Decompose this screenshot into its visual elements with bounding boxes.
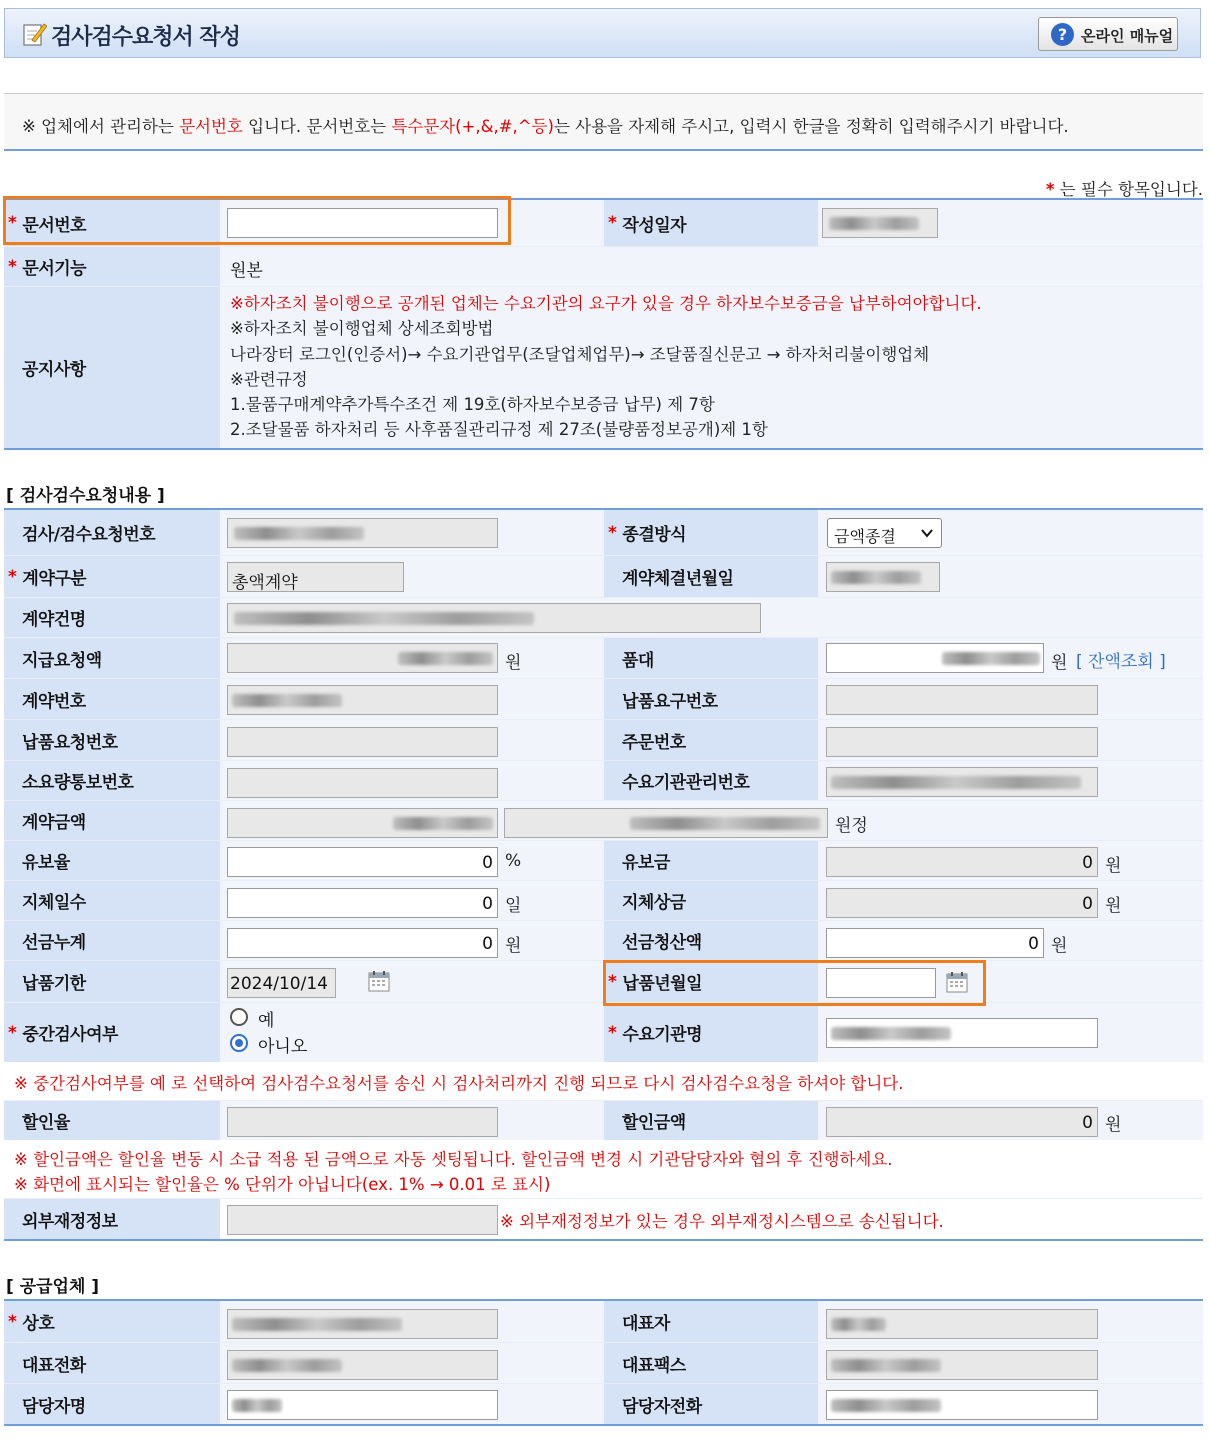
delay-days-label: 지체일수 — [4, 881, 220, 920]
retention-rate-unit: % — [505, 851, 522, 871]
row-contract-amount — [4, 800, 1203, 840]
midcheck-yes-radio[interactable] — [230, 1008, 248, 1026]
pencil-note-icon — [23, 21, 47, 47]
advance-total-label: 선금누계 — [4, 921, 220, 960]
request-no-field — [227, 518, 498, 548]
deadline-label: 납품기한 — [4, 961, 220, 1002]
deadline-field: 2024/10/14 — [227, 968, 336, 998]
delivery-request-no-label: 납품요청번호 — [4, 720, 220, 760]
row-pay-amount — [4, 637, 1203, 678]
advance-settle-label: 선금청산액 — [604, 921, 818, 960]
manager-cell — [220, 1384, 604, 1424]
ceo-label: 대표자 — [604, 1301, 818, 1342]
request-no-label: 검사/검수요청번호 — [4, 510, 220, 555]
discount-amount-field: 0 — [826, 1107, 1098, 1137]
discount-rate-label: 할인율 — [4, 1101, 220, 1140]
request-section-title: [ 검사검수요청내용 ] — [6, 486, 165, 506]
discount-warning-row — [4, 1140, 1203, 1198]
midcheck-warning: ※ 중간검사여부를 예 로 선택하여 검사검수요청서를 송신 시 검사처리까지 진행 되므로 다시 검사검수요청을 하셔야 합니다. — [14, 1074, 904, 1093]
contract-amount-cell — [220, 801, 1203, 840]
retention-amount-field: 0 — [826, 847, 1098, 877]
notice-part-2: 입니다. 문서번호는 — [242, 117, 392, 136]
demand-notice-no-field — [227, 768, 498, 798]
help-icon: ? — [1051, 23, 1074, 46]
required-legend — [1046, 176, 1203, 200]
row-request-no — [4, 510, 1203, 555]
contract-amount-field — [227, 808, 498, 838]
advance-total-unit: 원 — [505, 936, 522, 956]
retention-amount-cell — [818, 841, 1203, 880]
announcement-lines — [230, 291, 982, 443]
retention-amount-label: 유보금 — [604, 841, 818, 880]
fax-cell — [818, 1343, 1203, 1383]
balance-inquiry-link[interactable]: [ 잔액조회 ] — [1076, 652, 1166, 672]
company-field — [227, 1309, 498, 1339]
external-finance-note: ※ 외부재정정보가 있는 경우 외부재정시스템으로 송신됩니다. — [500, 1212, 944, 1231]
created-date-field — [822, 208, 938, 238]
row-manager — [4, 1383, 1203, 1424]
row-retention — [4, 840, 1203, 880]
phone-field — [227, 1350, 498, 1380]
calendar-icon[interactable] — [368, 970, 390, 992]
contract-no-cell — [220, 679, 604, 719]
manager-label: 담당자명 — [4, 1384, 220, 1424]
pay-amount-cell — [220, 638, 604, 678]
agency-name-input[interactable] — [826, 1018, 1098, 1048]
request-grid — [4, 508, 1203, 1241]
row-discount — [4, 1100, 1203, 1140]
row-advance — [4, 920, 1203, 960]
advance-total-input[interactable]: 0 — [227, 928, 498, 958]
row-contract-type — [4, 555, 1203, 597]
midcheck-no-label: 아니오 — [258, 1037, 308, 1057]
contract-type-cell — [220, 556, 604, 597]
document-number-notice — [4, 93, 1203, 151]
discount-amount-label: 할인금액 — [604, 1101, 818, 1140]
discount-rate-field — [227, 1107, 498, 1137]
contract-date-cell — [818, 556, 1203, 597]
midcheck-warning-row — [4, 1062, 1203, 1100]
delivery-date-highlight — [603, 960, 986, 1006]
contract-amount-label: 계약금액 — [4, 801, 220, 840]
agency-mgmt-no-label: 수요기관관리번호 — [604, 761, 818, 800]
pay-amount-label: 지급요청액 — [4, 638, 220, 678]
required-star: * — [1045, 180, 1055, 199]
manager-phone-cell — [818, 1384, 1203, 1424]
delay-days-unit: 일 — [505, 896, 522, 916]
goods-price-label: 품대 — [604, 638, 818, 678]
page-title: 검사검수요청서 작성 — [51, 25, 240, 50]
advance-settle-cell — [818, 921, 1203, 960]
delivery-request-no-cell — [220, 720, 604, 760]
contract-amount-korean-field — [504, 808, 828, 838]
delay-penalty-label: 지체상금 — [604, 881, 818, 920]
announcement-line: 2.조달물품 하자처리 등 사후품질관리규정 제 27조(불량품정보공개)제 1항 — [230, 420, 768, 440]
row-demand-notice-no — [4, 760, 1203, 800]
delivery-req-no-field — [826, 685, 1098, 715]
ceo-cell — [818, 1301, 1203, 1342]
phone-label: 대표전화 — [4, 1343, 220, 1383]
settle-method-select[interactable]: 금액종결 — [827, 518, 942, 548]
contract-no-field — [227, 685, 498, 715]
midcheck-yes-label: 예 — [258, 1011, 275, 1031]
delay-penalty-cell — [818, 881, 1203, 920]
contract-date-field — [826, 562, 940, 592]
delay-days-input[interactable]: 0 — [227, 888, 498, 918]
created-date-label: * 작성일자 — [604, 200, 818, 246]
contract-name-cell — [220, 598, 1203, 637]
announcement-line: ※하자조치 불이행으로 공개된 업체는 수요기관의 요구가 있을 경우 하자보수보증금을 납부하여야합니다. — [230, 294, 982, 313]
contract-type-label: * 계약구분 — [4, 556, 220, 597]
doc-no-label: * 문서번호 — [4, 200, 220, 246]
request-no-cell — [220, 510, 604, 555]
announcement-line: ※관련규정 — [230, 369, 308, 389]
goods-price-unit: 원 — [1051, 653, 1068, 673]
announcement-line: ※하자조치 불이행업체 상세조회방법 — [230, 319, 494, 339]
external-finance-field — [227, 1205, 498, 1235]
goods-price-cell — [818, 638, 1203, 678]
notice-highlight-1: 문서번호 — [179, 117, 243, 136]
discount-warning: ※ 할인금액은 할인율 변동 시 소급 적용 된 금액으로 자동 셋팅됩니다. 할인금액 변경 시 기관담당자와 협의 후 진행하세요. — [14, 1150, 893, 1169]
demand-notice-no-label: 소요량통보번호 — [4, 761, 220, 800]
fax-field — [826, 1350, 1098, 1380]
notice-text — [22, 113, 1069, 137]
required-legend-text: 는 필수 항목입니다. — [1059, 180, 1203, 199]
advance-settle-unit: 원 — [1051, 936, 1068, 956]
doc-function-value: 원본 — [230, 261, 263, 281]
row-external-finance — [4, 1198, 1203, 1239]
company-cell — [220, 1301, 604, 1342]
retention-rate-cell — [220, 841, 604, 880]
contract-name-field — [227, 603, 761, 633]
announcement-label: 공지사항 — [4, 287, 220, 448]
online-manual-label: 온라인 매뉴얼 — [1081, 27, 1174, 45]
external-finance-cell — [220, 1199, 1203, 1239]
discount-amount-unit: 원 — [1105, 1115, 1122, 1135]
delivery-req-no-cell — [818, 679, 1203, 719]
retention-rate-input[interactable]: 0 — [227, 847, 498, 877]
midcheck-cell — [220, 1003, 604, 1062]
row-announcement — [4, 286, 1203, 448]
manager-input[interactable] — [227, 1390, 498, 1420]
pay-amount-field — [227, 643, 498, 673]
ceo-field — [826, 1309, 1098, 1339]
delay-penalty-unit: 원 — [1105, 896, 1122, 916]
announcement-line: 나라장터 로그인(인증서)→ 수요기관업무(조달업체업무)→ 조달품질신문고 → 하자처리불이행업체 — [230, 344, 930, 364]
midcheck-label: * 중간검사여부 — [4, 1003, 220, 1062]
manager-phone-input[interactable] — [826, 1390, 1098, 1420]
chevron-down-icon — [919, 525, 935, 541]
agency-name-cell — [818, 1003, 1203, 1062]
order-no-cell — [818, 720, 1203, 760]
manager-phone-label: 담당자전화 — [604, 1384, 818, 1424]
doc-no-highlight — [3, 196, 511, 245]
agency-mgmt-no-cell — [818, 761, 1203, 800]
external-finance-label: 외부재정정보 — [4, 1199, 220, 1239]
pay-amount-unit: 원 — [505, 653, 522, 673]
supplier-grid — [4, 1299, 1203, 1426]
row-company — [4, 1301, 1203, 1342]
discount-rate-cell — [220, 1101, 604, 1140]
row-doc-function — [4, 246, 1203, 286]
discount-amount-cell — [818, 1101, 1203, 1140]
delivery-req-no-label: 납품요구번호 — [604, 679, 818, 719]
order-no-field — [826, 727, 1098, 757]
doc-function-label: * 문서기능 — [4, 247, 220, 286]
midcheck-no-radio[interactable] — [230, 1034, 248, 1052]
doc-function-cell — [220, 247, 1203, 286]
supplier-section-title: [ 공급업체 ] — [6, 1277, 100, 1297]
notice-part-1: ※ 업체에서 관리하는 — [22, 117, 180, 136]
contract-date-label: 계약체결년월일 — [604, 556, 818, 597]
notice-part-3: 는 사용을 자제해 주시고, 입력시 한글을 정확히 입력해주시기 바랍니다. — [554, 117, 1069, 136]
row-phone — [4, 1342, 1203, 1383]
settle-method-cell — [818, 510, 1203, 555]
delay-days-cell — [220, 881, 604, 920]
order-no-label: 주문번호 — [604, 720, 818, 760]
phone-cell — [220, 1343, 604, 1383]
retention-rate-label: 유보율 — [4, 841, 220, 880]
row-delivery-request-no — [4, 719, 1203, 760]
contract-amount-unit: 원정 — [835, 816, 868, 836]
agency-mgmt-no-field — [826, 767, 1098, 797]
settle-method-label: * 종결방식 — [604, 510, 818, 555]
created-date-cell — [818, 200, 1203, 246]
contract-type-field: 총액계약 — [227, 562, 404, 592]
notice-highlight-2: 특수문자(+,&,#,^등) — [391, 117, 554, 136]
delivery-request-no-field — [227, 727, 498, 757]
advance-settle-input[interactable]: 0 — [826, 928, 1044, 958]
row-contract-name — [4, 597, 1203, 637]
delivery-date-label: * 납품년월일 — [604, 961, 818, 1002]
row-delay — [4, 880, 1203, 920]
discount-warning: ※ 화면에 표시되는 할인율은 % 단위가 아닙니다(ex. 1% → 0.01 로 표시) — [14, 1175, 551, 1194]
fax-label: 대표팩스 — [604, 1343, 818, 1383]
agency-name-label: * 수요기관명 — [604, 1003, 818, 1062]
goods-price-input[interactable] — [826, 643, 1044, 673]
delay-penalty-field: 0 — [826, 888, 1098, 918]
company-label: * 상호 — [4, 1301, 220, 1342]
contract-name-label: 계약건명 — [4, 598, 220, 637]
page-header — [4, 8, 1201, 58]
deadline-cell — [220, 961, 604, 1002]
announcement-cell — [220, 287, 1203, 448]
row-contract-no — [4, 678, 1203, 719]
retention-amount-unit: 원 — [1105, 856, 1122, 876]
announcement-line: 1.물품구매계약추가특수조건 제 19호(하자보수보증금 납무) 제 7항 — [230, 395, 715, 415]
online-manual-button[interactable] — [1038, 17, 1178, 51]
row-midcheck — [4, 1002, 1203, 1062]
contract-no-label: 계약번호 — [4, 679, 220, 719]
demand-notice-no-cell — [220, 761, 604, 800]
advance-total-cell — [220, 921, 604, 960]
